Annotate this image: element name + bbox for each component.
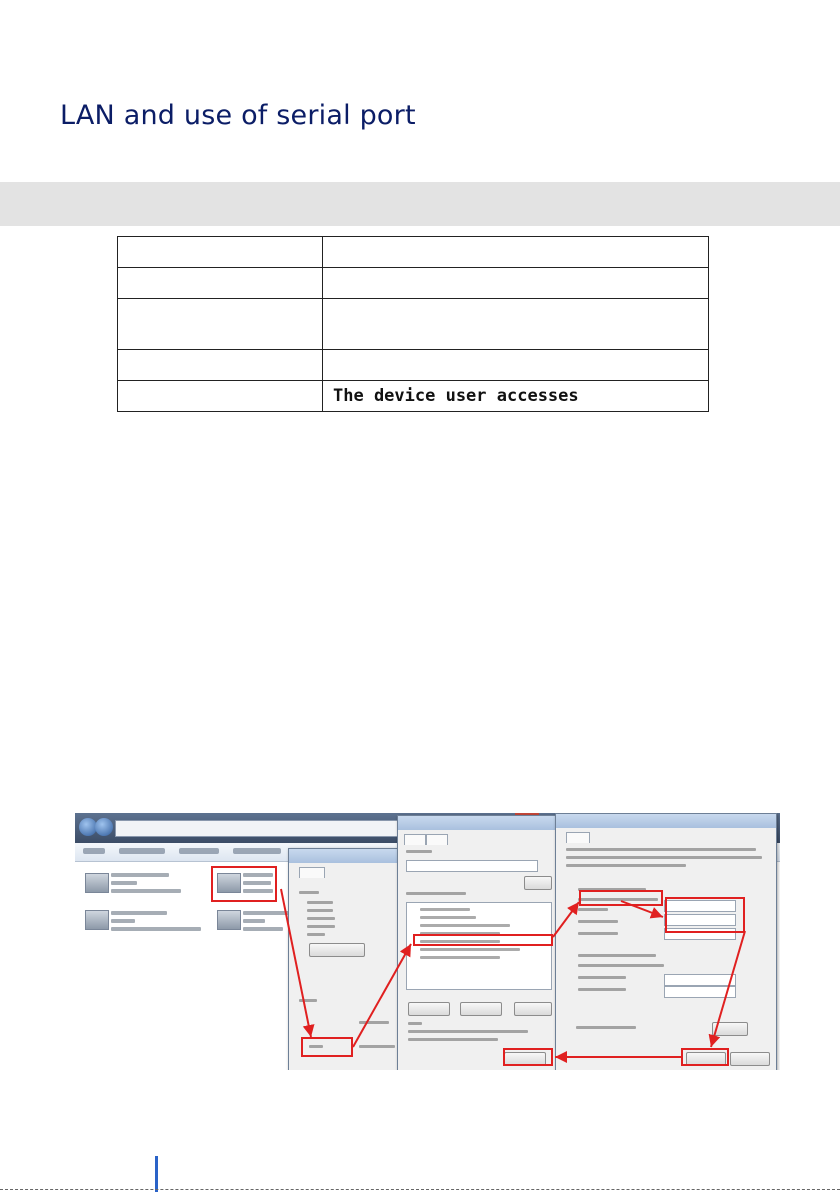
footer-divider	[0, 1189, 840, 1190]
network-settings-screenshot	[75, 813, 780, 1070]
footer-accent-bar	[155, 1156, 158, 1192]
row-value	[323, 350, 709, 381]
page-title: LAN and use of serial port	[60, 100, 416, 131]
table-row	[118, 268, 709, 299]
arrow-overlay	[75, 813, 780, 1070]
row-value: The device user accesses	[323, 381, 709, 412]
row-label	[118, 350, 323, 381]
section-band	[0, 182, 840, 226]
row-value	[323, 299, 709, 350]
row-label	[118, 381, 323, 412]
table-row	[118, 237, 709, 268]
table-row	[118, 350, 709, 381]
row-label	[118, 268, 323, 299]
arrow-icon	[353, 944, 411, 1047]
table-row	[118, 299, 709, 350]
row-label	[118, 299, 323, 350]
arrow-icon	[281, 889, 311, 1037]
row-value	[323, 237, 709, 268]
arrow-icon	[711, 931, 745, 1047]
row-label	[118, 237, 323, 268]
arrow-icon	[621, 901, 663, 917]
table-row	[118, 381, 709, 412]
arrow-icon	[553, 902, 579, 937]
parameters-table	[117, 236, 709, 412]
row-value	[323, 268, 709, 299]
